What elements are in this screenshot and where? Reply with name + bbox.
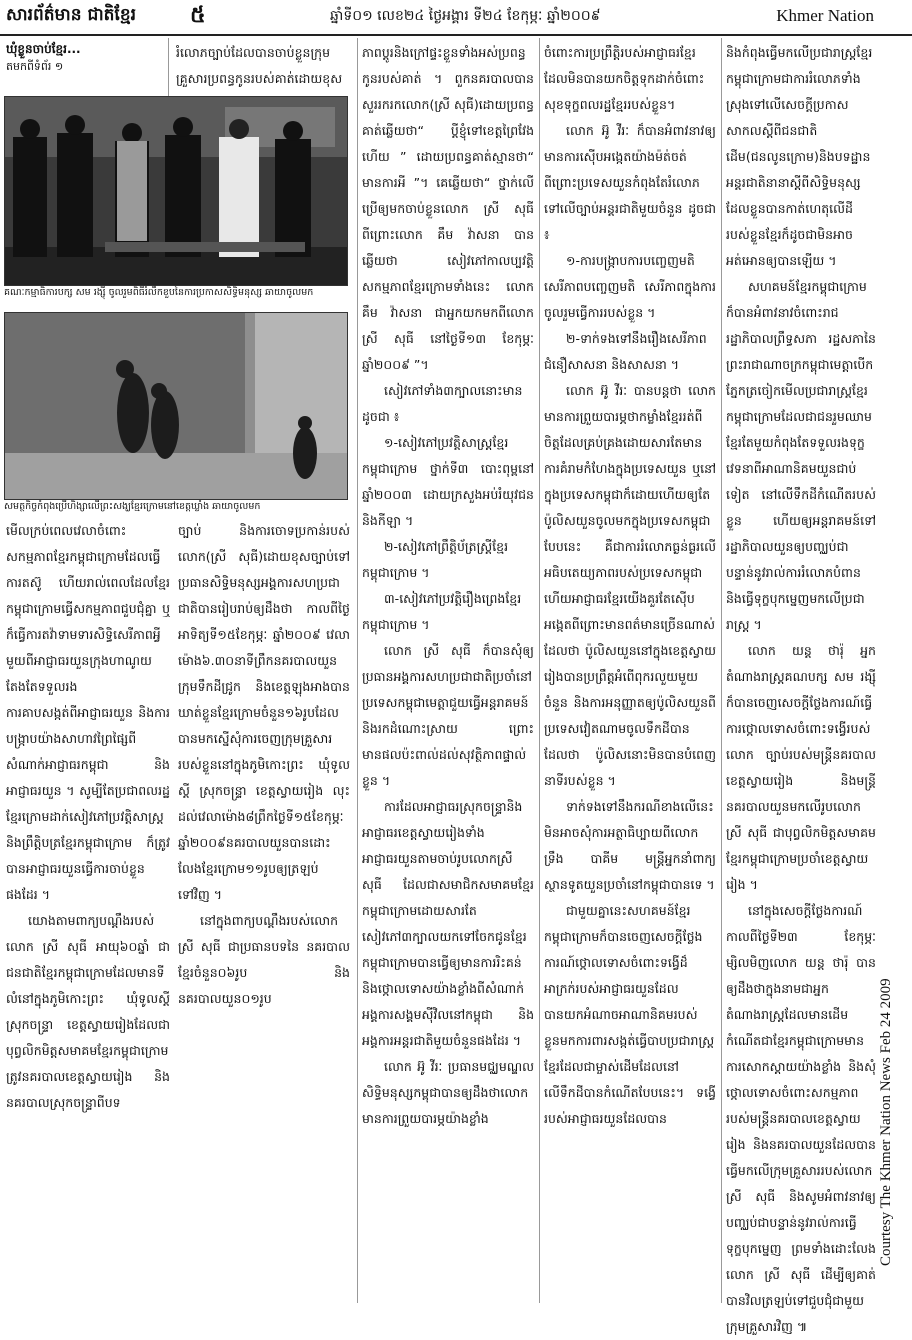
paragraph: លោក អ៊ូ វីរៈ ប្រធានមជ្ឈមណ្ឌលសិទ្ធិមនុស្សកម្ពុជាបានឲ្យដឹងថាលោកមានការព្រួយបារម្ភយ៉ាងខ្លាំង (362, 1059, 534, 1126)
paragraph: លោក យន្ត ថារ៉ុ អ្នកតំណាងរាស្ត្រគណបក្ស សម រង្ស៊ី ក៏បានចេញសេចក្តីថ្លែងការណ៍ធ្វើការថ្កោលទោសចំពោះទង្វើរបស់លោក ច្បាប់របស់មន្ត្រីនគរបាលខេត្តស្វាយរៀង និងមន្ត្រីនគរបាលយួនមកលើរូបលោក ស្រី សុធី ជាបុព្វលិកមិត្តសមាគមខ្មែរកម្ពុជាក្រោមប្រចាំខេត្តស្វាយរៀង ។ (726, 643, 876, 892)
protest-photo (4, 312, 348, 500)
officials-photo-image (5, 97, 347, 285)
paragraph: ១-សៀវភៅប្រវត្តិសាស្ត្រខ្មែរកម្ពុជាក្រោម ថ្នាក់ទី៣ បោះពុម្ពនៅឆ្នាំ២០០៣ ដោយក្រសួងអប់រំយុវជន និងកីឡា ។ (362, 435, 534, 528)
paragraph: លោក ស្រី សុធី ក៏បានសុំឲ្យប្រធានអង្គការសហប្រជាជាតិប្រចាំនៅប្រទេសកម្ពុជាមេត្តាជួយធ្វើអន្តរាគមន៍ និងរកដំណោះស្រាយ ព្រោះមានផលប៉ះពាល់ដល់សុវត្ថិភាពផ្ទាល់ខ្លួន ។ (362, 643, 534, 788)
protest-photo-image (5, 313, 347, 499)
column-rule (539, 38, 540, 1303)
paragraph: រំលោភច្បាប់ដែលបានចាប់ខ្លួនក្រុមគ្រួសារប្រពន្ធកូនរបស់គាត់ដោយខុស (176, 45, 343, 86)
article-column-2-bottom (178, 518, 350, 1298)
paragraph: និងកំពុងធ្វើមកលើប្រជារាស្ត្រខ្មែរកម្ពុជាក្រោមជាការរំលោភទាំងស្រុងទៅលើសេចក្តីប្រកាសសាកលស្តីពីជនជាតិដើម(ជនលូនក្រោម)និងបទដ្ឋានអន្តរជាតិនានាស្តីពីសិទ្ធិមនុស្សដែលខ្លួនបានកាត់ហេតុលើដីរបស់ខ្លួនខ្មែរក៏ដូចជាមិនអាចអត់អោនឲ្យបានឡើយ ។ (726, 45, 873, 268)
kicker-continued: តមកពីទំព័រ ១ (6, 60, 64, 73)
paragraph: លោក អ៊ូ វីរៈ ក៏បានអំពាវនាវឲ្យមានការស៊ើបអង្កេតយ៉ាងម៉ត់ចត់ពីព្រោះប្រទេសយួនកំពុងតែរំលោភទៅលើច្បាប់អន្តរជាតិមួយចំនួន ដូចជា ៖ (544, 123, 716, 242)
paragraph: លោក អ៊ូ វីរៈ បានបន្តថា លោកមានការព្រួយបារម្ភថាកម្លាំងខ្មែររត់ពីចិត្តដែលគ្រប់គ្រងដោយសារតែមានការគំរាមកំហែងក្នុងប្រទេសយួន ឬនៅក្នុងប្រទេសកម្ពុជាក៏ដោយហើយឲ្យតែប៉ូលិសយួនចូលមកក្នុងប្រទេសកម្ពុជាបែបនេះ គឺជាការរំលោភធ្ងន់ធ្ងរលើអធិបតេយ្យភាពរបស់ប្រទេសកម្ពុជា ហើយអាជ្ញាធរខ្មែរយើងគួរតែស៊ើបអង្កេតពីព្រោះមានពត៌មានច្រើនណាស់ដែលថា ប៉ូលិសយួននៅក្នុងខេត្តស្វាយរៀងបានប្រព្រឹត្តអំពើពុករលួយមួយចំនួន និងការអនុញ្ញាតឲ្យប៉ូលិសយួនពីប្រទេសវៀតណាមចូលទឹកដីបានដែលថា ប៉ូលិសនោះមិនបានបំពេញនាទីរបស់ខ្លួន ។ (544, 383, 716, 788)
paragraph: ២-ទាក់ទងទៅនឹងរឿងសេរីភាពជំនឿសាសនា និងសាសនា ។ (544, 331, 707, 372)
continuation-kicker (6, 40, 166, 76)
column-rule (357, 38, 358, 1303)
paragraph: ជាមួយគ្នានេះសហគមន៍ខ្មែរកម្ពុជាក្រោមក៏បានចេញសេចក្តីថ្លែងការណ៍ថ្កោលទោសចំពោះទង្វើដ៏អាក្រក់របស់អាជ្ញាធរយួនដែលបានយកអំណាចអាណានិគមរបស់ខ្លួនមកការពារសង្កត់ធ្វើបាបប្រជារាស្ត្រខ្មែរដែលជាម្ចាស់ដើមដែលនៅលើទឹកដីបានកំណើតបែបនេះ។ ទង្វើរបស់អាជ្ញាធរយួនដែលបាន (544, 903, 716, 1126)
column-rule (168, 38, 169, 98)
paragraph: ២-សៀវភៅព្រឹត្តិប័ត្រស្រ្តីខ្មែរកម្ពុជាក្រោម ។ (362, 539, 509, 580)
photo-caption: សមត្ថកិច្ចកំពុងប្រើហិង្សាលើព្រះសង្ឃខ្មែរក្រោមនៅខេត្តឃ្លាំង ឆាយាចូលមក (4, 501, 261, 512)
officials-photo (4, 96, 348, 286)
paragraph: នៅក្នុងសេចក្តីថ្លែងការណ៍កាលពីថ្ងៃទី២៣ ខែកុម្ភៈម្សិលមិញលោក យន្ត ថារ៉ុ បានឲ្យដឹងថាក្នុងនាមជាអ្នកតំណាងរាស្ត្រដែលមានដើមកំណើតជាខ្មែរកម្ពុជាក្រោមមានការសោកស្តាយយ៉ាងខ្លាំង និងសុំថ្កោលទោសចំពោះសកម្មភាពរបស់មន្ត្រីនគរបាលខេត្តស្វាយរៀង និងនគរបាលយួនដែលបានធ្វើមកលើក្រុមគ្រួសាររបស់លោក ស្រី សុធី និងសូមអំពាវនាវឲ្យបញ្ឈប់ជាបន្ទាន់នូវរាល់ការធ្វើទុក្ខបុកម្នេញ ព្រមទាំងដោះលែងលោក ស្រី សុធី ដើម្បីឲ្យគាត់បានវិលត្រឡប់ទៅជួបជុំជាមួយក្រុមគ្រួសារវិញ ៕ (726, 903, 876, 1334)
issue-date: ឆ្នាំទី០១ លេខ២៤ ថ្ងៃអង្គារ ទី២៤ ខែកុម្ភៈ ឆ្នាំ២០០៩ (330, 8, 601, 24)
page-number: ៥ (190, 3, 206, 28)
article-column-3 (362, 40, 534, 1298)
paragraph: សៀវភៅទាំង៣ក្បាលនោះមានដូចជា ៖ (362, 383, 523, 424)
paragraph: ការដែលអាជ្ញាធរស្រុកចន្ទ្រានិងអាជ្ញាធរខេត្តស្វាយរៀងទាំងអាជ្ញាធរយួនតាមចាប់រូបលោកស្រី សុធី ដែលជាសមាជិកសមាគមខ្មែរកម្ពុជាក្រោមដោយសារតែសៀវភៅ៣ក្បាលយកទៅចែកជូនខ្មែរកម្ពុជាក្រោមបានធ្វើឲ្យមានការរិះគន់ និងថ្កោលទោសយ៉ាងខ្លាំងពីសំណាក់អង្គការសង្គមស៊ីវិលនៅកម្ពុជា និងអង្គការអន្តរជាតិមួយចំនួនផងដែរ ។ (362, 799, 534, 1048)
paragraph: ទាក់ទងទៅនឹងករណីខាងលើនេះ មិនអាចសុំការអត្ថាធិប្បាយពីលោក ទ្រឹង បាគីម មន្ត្រីអ្នកនាំពាក្យស្ថានទូតយួនប្រចាំនៅកម្ពុជាបានទេ ។ (544, 799, 716, 892)
paragraph: យោងតាមពាក្យបណ្តឹងរបស់លោក ស្រី សុធី អាយុ៦០ឆ្នាំ ជាជនជាតិខ្មែរកម្ពុជាក្រោមដែលមានទីលំនៅក្នុងភូមិកោះព្រះ ឃុំទូលស្តី ស្រុកចន្ទ្រា ខេត្តស្វាយរៀងដែលជាបុព្វលិកមិត្តសមាគមខ្មែរកម្ពុជាក្រោមត្រូវនគរបាលខេត្តស្វាយរៀង និងនគរបាលស្រុកចន្ទ្រាពីបទ (6, 913, 170, 1110)
paragraph: ៣-សៀវភៅប្រវត្តិរឿងព្រេងខ្មែរកម្ពុជាក្រោម ។ (362, 591, 522, 632)
paragraph: នៅក្នុងពាក្យបណ្តឹងរបស់លោកស្រី សុធី ជាប្រធានបទនៃ នគរបាលខ្មែរចំនួន០៦រូប និងនគរបាលយួន០១រូប (178, 913, 350, 1006)
photo-caption: គណៈកម្មាធិការបក្ស សម រង្ស៊ី ចូលរួមពិធីរំលឹកខួបនៃការប្រកាសសិទ្ធិមនុស្ស ឆាយាចូលមក (4, 287, 314, 298)
paragraph: ១-ការបង្ក្រាបការបញ្ចេញមតិ សេរីភាពបញ្ចេញមតិ សេរីភាពក្នុងការចូលរួមធ្វើការរបស់ខ្លួន ។ (544, 253, 716, 320)
article-column-5 (726, 40, 876, 1334)
article-column-4 (544, 40, 716, 1298)
article-column-1-top (176, 40, 350, 94)
masthead (0, 0, 912, 36)
paragraph: សហគមន៍ខ្មែរកម្ពុជាក្រោមក៏បានអំពាវនាវចំពោះរាជរដ្ឋាភិបាលព្រឹទ្ធសភា រដ្ឋសភានៃព្រះរាជាណាចក្រកម្ពុជាមេត្តាបើកភ្នែកត្រចៀកមើលប្រជារាស្ត្រខ្មែរកម្ពុជាក្រោមដែលជាជនរួមឈាមខ្មែរតែមួយកំពុងតែទទួលរងទុក្ខវេទនាពីអាណានិគមយួនជាប់ទៀត នៅលើទឹកដីកំណើតរបស់ខ្លួន ហើយឲ្យអន្តរាគមន៍ទៅរដ្ឋាភិបាលយួនឲ្យបញ្ឈប់ជាបន្ទាន់នូវរាល់ការរំលោភបំពាន និងធ្វើទុក្ខបុកម្នេញមកលើប្រជារាស្ត្រ ។ (726, 279, 876, 632)
paragraph: មើលក្រប់ពេលវេលាចំពោះសកម្មភាពខ្មែរកម្ពុជាក្រោមដែលធ្វើការតស៊ូ ហើយរាល់ពេលដែលខ្មែរកម្ពុជាក្រោមធ្វើសកម្មភាពជួបជុំគ្នា ឬក៏ធ្វើការតវ៉ាទាមទារសិទ្ធិសេរីភាពអ្វីមួយពីអាជ្ញាធរយួនក្រុងហាណូយតែងតែទទួលរងការគាបសង្កត់ពីអាជ្ញាធរយួន និងការបង្ក្រាបយ៉ាងសាហាវព្រៃផ្សៃពីសំណាក់អាជ្ញាធរកម្ពុជា និងអាជ្ញាធរយួន ។ សូម្បីតែប្រជាពលរដ្ឋខ្មែរក្រោមដាក់សៀវភៅប្រវត្តិសាស្ត្រ និងព្រឹត្តិបត្រខ្មែរកម្ពុជាក្រោម ក៏ត្រូវបានអាជ្ញាធរយួនធ្វើការចាប់ខ្លួនផងដែរ ។ (6, 523, 170, 902)
paper-name: សារព័ត៌មាន ជាតិខ្មែរ (6, 5, 137, 25)
column-rule (721, 38, 722, 1303)
paragraph: ច្បាប់ និងការចោទប្រកាន់របស់លោក(ស្រី សុធី)ដោយខុសច្បាប់ទៅប្រធានសិទ្ធិមនុស្សអង្គការសហប្រជាជាតិបានរៀបរាប់ឲ្យដឹងថា កាលពីថ្ងៃអាទិត្យទី១៥ខែកុម្ភៈ ឆ្នាំ២០០៩ វេលាម៉ោង៦.៣០នាទីព្រឹកនគរបាលយួនក្រុមទឹកដីជ្រូក និងខេត្តឡុងអាងបានឃាត់ខ្លួនខ្មែរក្រោមចំនួន១៦រូបដែលបានមកស្នើសុំការចេញក្រុមគ្រួសាររបស់ខ្លួននៅក្នុងភូមិកោះព្រះ ឃុំទូលស្តី ស្រុកចន្ទ្រា ខេត្តស្វាយរៀង លុះដល់វេលាម៉ោង៨ព្រឹកថ្ងៃទី១៥ខែកុម្ភៈ ឆ្នាំ២០០៩នគរបាលយួនបានដោះលែងខ្មែរក្រោម១១រូបឲ្យត្រឡប់ទៅវិញ ។ (178, 523, 350, 902)
paper-name-english: Khmer Nation (776, 6, 874, 25)
paragraph: ចំពោះការប្រព្រឹត្តិរបស់អាជ្ញាធរខ្មែរដែលមិនបានយកចិត្តទុកដាក់ចំពោះសុខទុក្ខពលរដ្ឋខ្មែររបស់ខ្លួន។ (544, 45, 705, 112)
article-column-1-bottom (6, 518, 170, 1298)
courtesy-credit: Courtesy The Khmer Nation News Feb 24 2009 (878, 978, 894, 1266)
kicker-title: ឃុំខ្លួនចាប់ខ្មែរ... (6, 42, 81, 56)
paragraph: ភាពប្តូរនិងក្រៅផ្ទះខ្លួនទាំងអស់ប្រពន្ធកូនរបស់គាត់ ។ ពួកនគរបាលបានសួររករកលោក(ស្រី សុធី)ដោយប្រពន្ធគាត់ឆ្លើយថា“ ប្តីខ្ញុំទៅខេត្តព្រៃវែងហើយ ” ដោយប្រពន្ធគាត់ស្មានថា“ មានការអី ”។ គេឆ្លើយថា“ ថ្នាក់លើប្រើឲ្យមកចាប់ខ្លួនលោក ស្រី សុធី ពីព្រោះលោក គឹម វ៉ាសនា បានឆ្លើយថា សៀវភៅកាលប្បវត្តិសកម្មភាពខ្មែរក្រោមទាំងនេះ លោក គឹម វ៉ាសនា ជាអ្នកយកមកពីលោក ស្រី សុធី នៅថ្ងៃទី១៣ ខែកុម្ភៈ ឆ្នាំ២០០៩ ”។ (362, 45, 534, 372)
